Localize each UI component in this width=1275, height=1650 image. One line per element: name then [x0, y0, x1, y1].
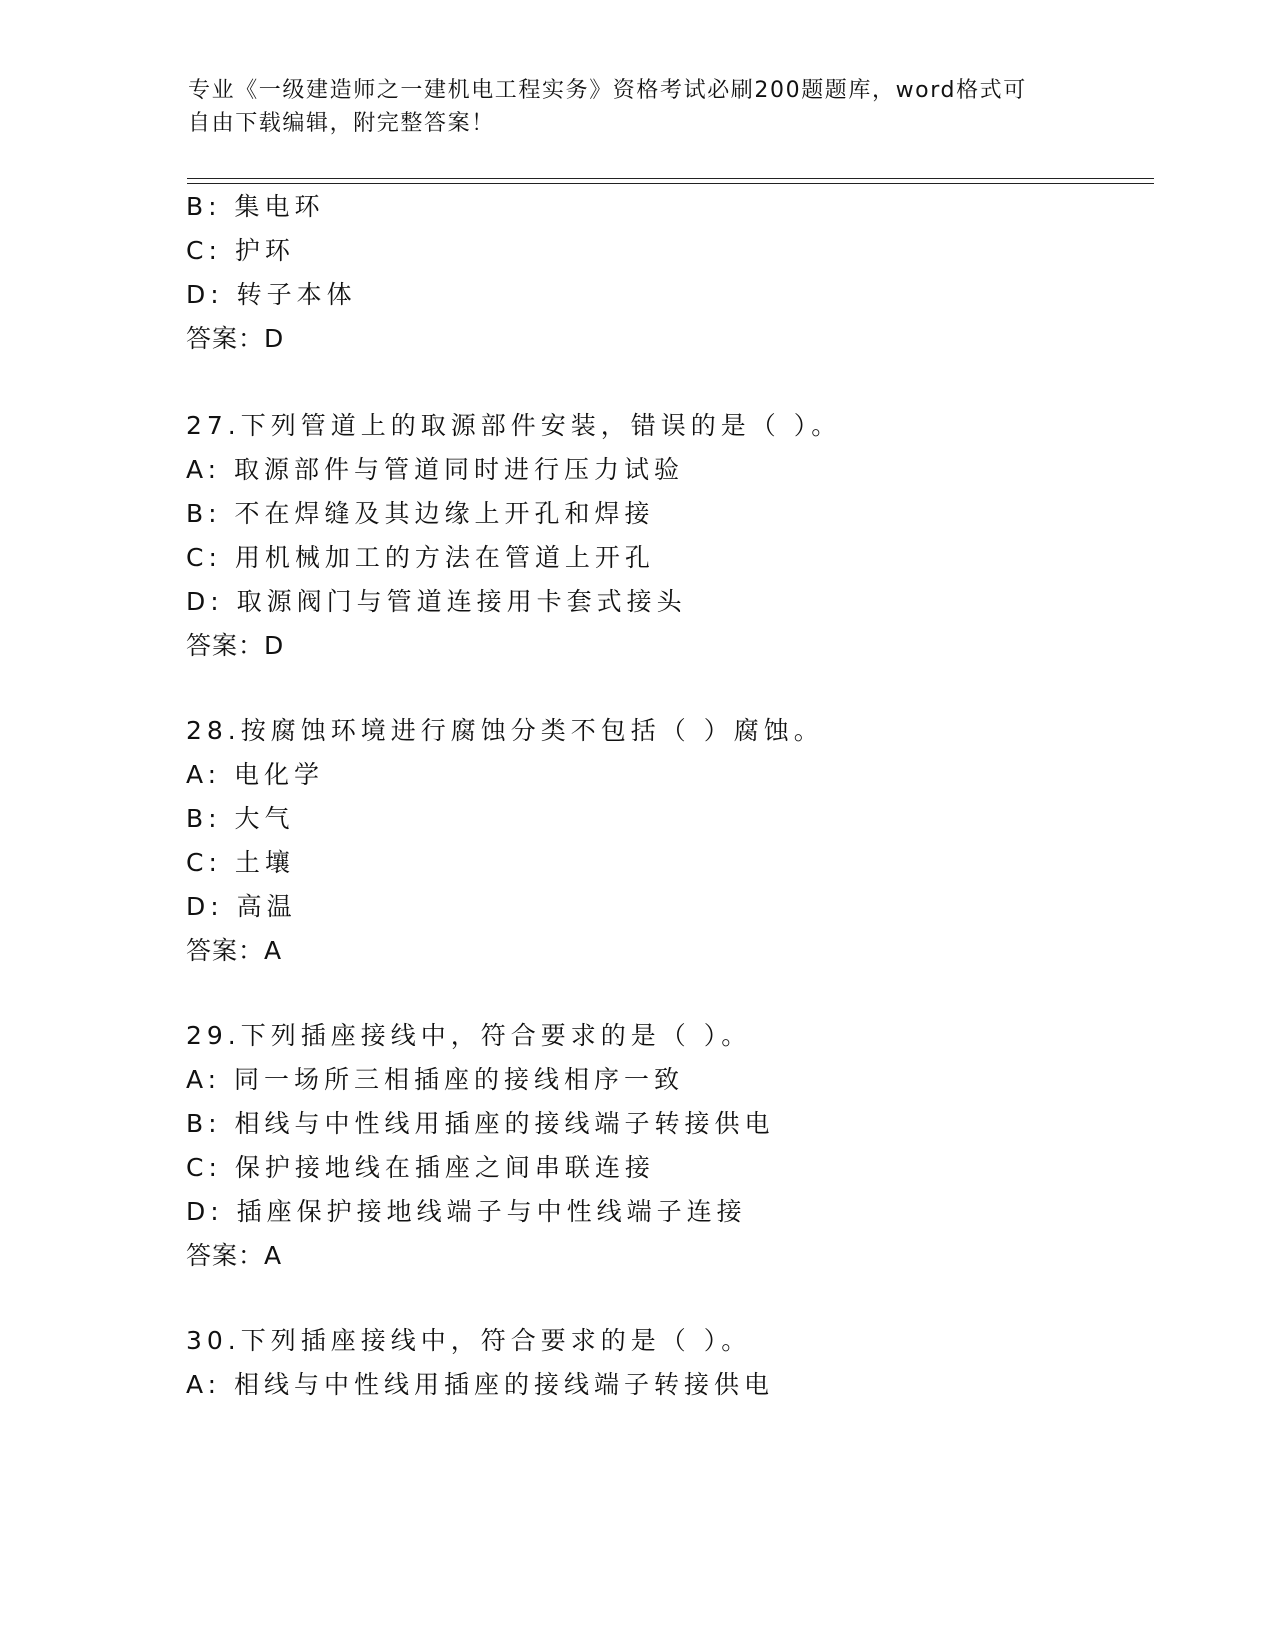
q28-answer: 答案：A	[186, 936, 283, 965]
q28-stem: 28.按腐蚀环境进行腐蚀分类不包括（ ）腐蚀。	[186, 716, 824, 745]
header-line-1: 专业《一级建造师之一建机电工程实务》资格考试必刷200题题库，word格式可	[188, 78, 1027, 103]
q27-stem: 27.下列管道上的取源部件安装，错误的是（ ）。	[186, 411, 842, 440]
q26-option-b: B: 集电环	[186, 192, 325, 221]
header-divider-bottom	[187, 183, 1154, 184]
q28-option-a: A: 电化学	[186, 760, 325, 789]
header-divider-top	[187, 178, 1154, 179]
q29-option-d: D: 插座保护接地线端子与中性线端子连接	[186, 1197, 747, 1226]
q27-answer: 答案：D	[186, 631, 285, 660]
document-header	[188, 74, 1068, 140]
q28-option-d: D: 高温	[186, 892, 297, 921]
q26-answer: 答案：D	[186, 324, 285, 353]
q29-option-a: A: 同一场所三相插座的接线相序一致	[186, 1065, 685, 1094]
q29-stem: 29.下列插座接线中，符合要求的是（ ）。	[186, 1021, 752, 1050]
q30-option-a: A: 相线与中性线用插座的接线端子转接供电	[186, 1370, 775, 1399]
q29-answer: 答案：A	[186, 1241, 283, 1270]
q29-option-b: B: 相线与中性线用插座的接线端子转接供电	[186, 1109, 775, 1138]
q28-option-c: C: 土壤	[186, 848, 295, 877]
q27-option-c: C: 用机械加工的方法在管道上开孔	[186, 543, 655, 572]
q26-option-d: D: 转子本体	[186, 280, 357, 309]
q29-option-c: C: 保护接地线在插座之间串联连接	[186, 1153, 655, 1182]
header-line-2: 自由下载编辑，附完整答案！	[188, 111, 495, 136]
q30-stem: 30.下列插座接线中，符合要求的是（ ）。	[186, 1326, 752, 1355]
q27-option-d: D: 取源阀门与管道连接用卡套式接头	[186, 587, 687, 616]
q26-option-c: C: 护环	[186, 236, 295, 265]
q27-option-b: B: 不在焊缝及其边缘上开孔和焊接	[186, 499, 655, 528]
q28-option-b: B: 大气	[186, 804, 295, 833]
q27-option-a: A: 取源部件与管道同时进行压力试验	[186, 455, 685, 484]
